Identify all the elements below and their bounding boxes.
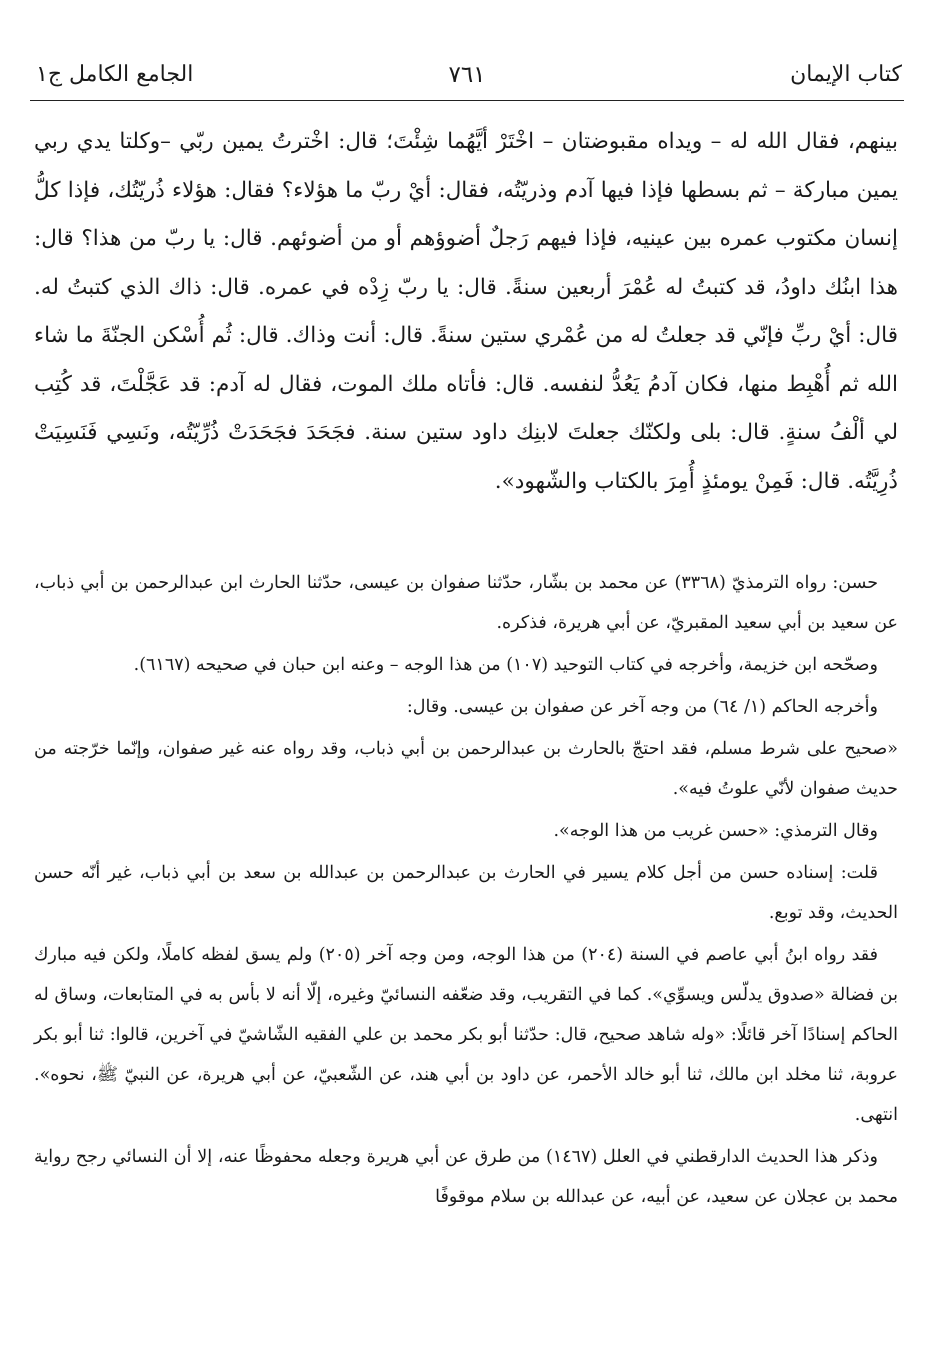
- note-paragraph: فقد رواه ابنُ أبي عاصم في السنة (٢٠٤) من هذا الوجه، ومن وجه آخر (٢٠٥) ولم يسق لفظه كاملًا، ولكن فيه مبارك بن فضالة «صدوق يدلّس ويسوِّي». كما في التقريب، وقد ضعّفه النسائيّ وغيره، إلّا أنه لا بأس به في المتابعات، وساق له الحاكم إسنادًا آخر قائلًا: «وله شاهد صحيح، قال: حدّثنا أبو بكر محمد بن علي الفقيه الشّاشيّ في آخرين، قالوا: ثنا أبو بكر عروبة، ثنا مخلد ابن مالك، ثنا أبو خالد الأحمر، عن داود بن أبي هند، عن الشّعبيّ، عن أبي هريرة، عن النبيّ ﷺ، نحوه». انتهى.: [34, 945, 898, 1125]
- note-paragraph: حسن: رواه الترمذيّ (٣٣٦٨) عن محمد بن بشّار، حدّثنا صفوان بن عيسى، حدّثنا الحارث ابن عبدالرحمن بن أبي ذباب، عن سعيد بن أبي سعيد المقبريّ، عن أبي هريرة، فذكره.: [34, 573, 898, 633]
- page-header: [30, 50, 904, 101]
- hadith-text-block: [34, 118, 898, 506]
- note-paragraph: وقال الترمذي: «حسن غريب من هذا الوجه».: [553, 821, 878, 841]
- page-number: ٧٦١: [448, 62, 486, 88]
- note-paragraph: وأخرجه الحاكم (١/ ٦٤) من وجه آخر عن صفوان بن عيسى. وقال:: [406, 697, 878, 717]
- note-quote: «صحيح على شرط مسلم، فقد احتجّ بالحارث بن عبدالرحمن بن أبي ذباب، وقد رواه عنه غير صفوان، وإنّما خرّجته من حديث صفوان لأنّي علوتُ فيه».: [34, 739, 898, 799]
- book-title: الجامع الكامل ج١: [36, 62, 194, 87]
- commentary-section: [34, 563, 898, 1219]
- note-paragraph: وذكر هذا الحديث الدارقطني في العلل (١٤٦٧) من طرق عن أبي هريرة وجعله محفوظًا عنه، إلا أن النسائي رجح رواية محمد بن عجلان عن سعيد، عن أبيه، عن عبدالله بن سلام موقوفًا: [34, 1147, 898, 1207]
- hadith-text: بينهم، فقال الله له – ويداه مقبوضتان – اخْتَرْ أيَّهُما شِئْتَ؛ قال: اخْترتُ يمين ربّي –وكلتا يدي ربي يمين مباركة – ثم بسطها فإذا فيها آدم وذريّتُه، فقال: أيْ ربّ ما هؤلاء؟ فقال: هؤلاء ذُريّتُك، فإذا كلُّ إنسان مكتوب عمره بين عينيه، فإذا فيهم رَجلٌ أضوؤهم أو من أضوئهم. قال: يا ربّ من هذا؟ قال: هذا ابنُك داودُ، قد كتبتُ له عُمْرَ أربعين سنةً. قال: يا ربّ زِدْه في عمره. قال: ذاك الذي كتبتُ له. قال: أيْ ربِّ فإنّي قد جعلتُ له من عُمْري ستين سنةً. قال: أنت وذاك. قال: ثُم أُسْكن الجنّةَ ما شاء الله ثم أُهْبِط منها، فكان آدمُ يَعُدُّ لنفسه. قال: فأتاه ملك الموت، فقال له آدم: قد عَجَّلْتَ، قد كُتِب لي ألْفُ سنةٍ. قال: بلى ولكنّك جعلتَ لابنِك داود ستين سنة. فجَحَدَ فجَحَدَتْ ذُرِّيّتُه، ونَسِي فَنَسِيَتْ ذُرِيَّتُه. قال: فَمِنْ يومئذٍ أُمِرَ بالكتاب والشّهود».: [34, 129, 898, 494]
- note-paragraph: قلت: إسناده حسن من أجل كلام يسير في الحارث بن عبدالرحمن بن عبدالله بن سعد بن أبي ذباب، غير أنّه حسن الحديث، وقد توبع.: [34, 863, 898, 923]
- note-paragraph: وصحّحه ابن خزيمة، وأخرجه في كتاب التوحيد (١٠٧) من هذا الوجه – وعنه ابن حبان في صحيحه (٦١٦٧).: [133, 655, 878, 675]
- chapter-title: كتاب الإيمان: [790, 62, 902, 87]
